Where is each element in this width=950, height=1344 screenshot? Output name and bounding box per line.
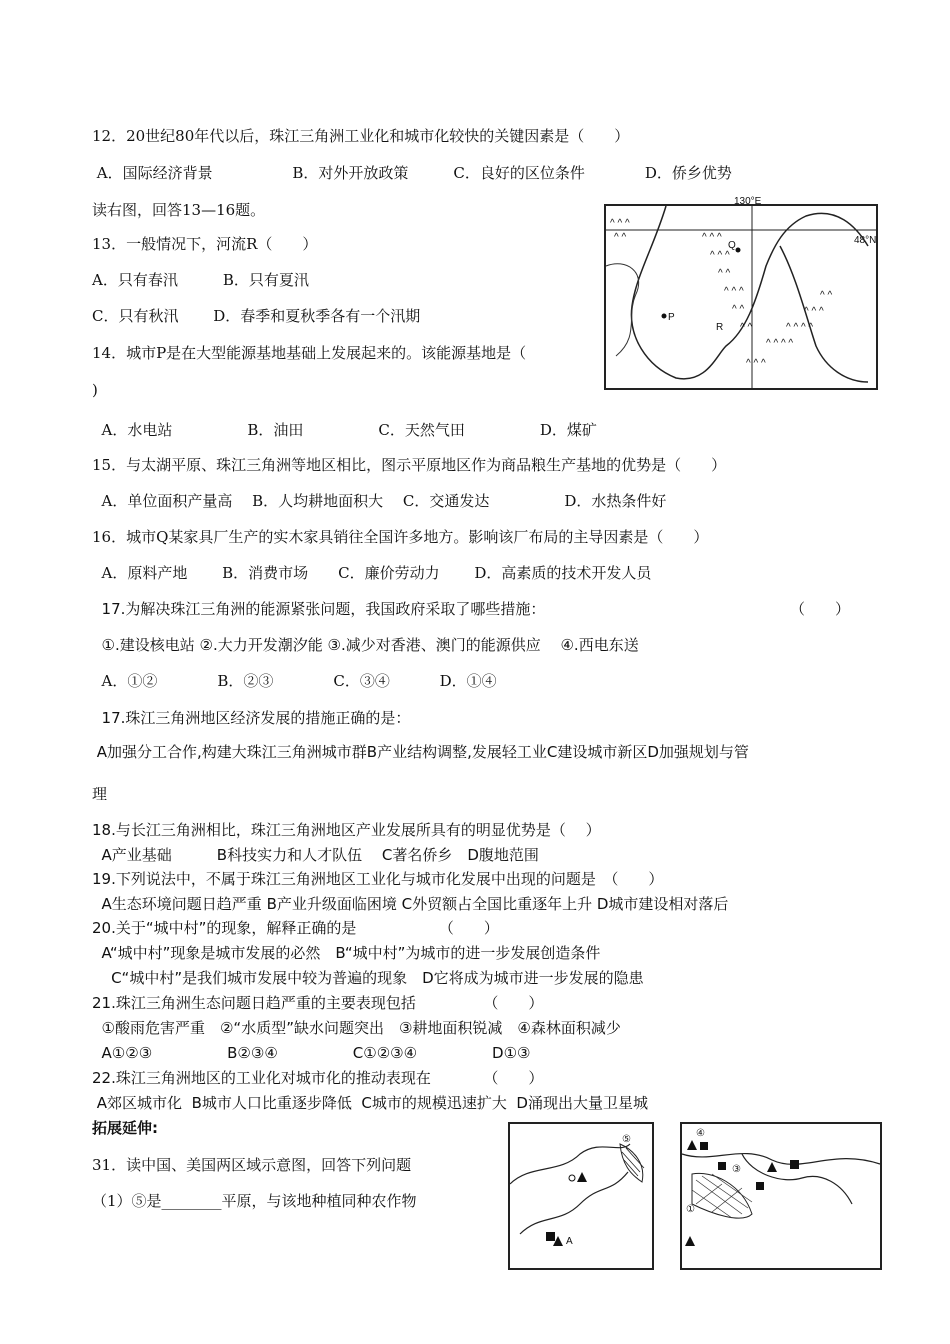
city-q-label: Q bbox=[728, 240, 736, 251]
map-instruction: 读右图，回答13—16题。 bbox=[92, 201, 266, 219]
q22-options: A郊区城市化 B城市人口比重逐步降低 C城市的规模迅速扩大 D涌现出大量卫星城 bbox=[92, 1094, 648, 1112]
q22-stem: 22.珠江三角洲地区的工业化对城市化的推动表现在 （ ） bbox=[92, 1069, 544, 1087]
boundary-line bbox=[606, 264, 639, 356]
q17a-items: ①.建设核电站 ②.大力开发潮汐能 ③.减少对香港、澳门的能源供应 ④.西电东送 bbox=[92, 636, 639, 654]
svg-text:^ ^ ^: ^ ^ ^ bbox=[724, 286, 744, 297]
triangle-marker bbox=[685, 1236, 695, 1246]
square-marker bbox=[790, 1160, 799, 1169]
square-marker bbox=[756, 1182, 764, 1190]
region-1-label: ① bbox=[686, 1204, 695, 1215]
city-q-marker bbox=[736, 248, 741, 253]
q20-options-cd: C“城中村”是我们城市发展中较为普遍的现象 D它将成为城市进一步发展的隐患 bbox=[92, 969, 644, 987]
marker-a-label: A bbox=[566, 1236, 573, 1247]
q13-options-ab: A．只有春汛 B．只有夏汛 bbox=[92, 271, 309, 289]
svg-text:^ ^ ^: ^ ^ ^ bbox=[610, 218, 630, 229]
q16-stem: 16．城市Q某家具厂生产的实木家具销往全国许多地方。影响该厂布局的主导因素是（ ） bbox=[92, 528, 709, 546]
q14-stem: 14．城市P是在大型能源基地基础上发展起来的。该能源基地是（ bbox=[92, 344, 527, 362]
coastline bbox=[520, 1172, 628, 1234]
q19-stem: 19.下列说法中，不属于珠江三角洲地区工业化与城市化发展中出现的问题是 （ ） bbox=[92, 870, 664, 888]
q17b-options-continued: 理 bbox=[92, 785, 108, 803]
q21-options: A①②③ B②③④ C①②③④ D①③ bbox=[92, 1044, 531, 1062]
triangle-marker bbox=[687, 1140, 697, 1150]
q17a-answer-paren: （ ） bbox=[790, 600, 851, 618]
svg-text:^ ^ ^: ^ ^ ^ bbox=[702, 232, 722, 243]
svg-text:^ ^: ^ ^ bbox=[718, 268, 731, 279]
square-marker bbox=[718, 1162, 726, 1170]
q20-options-ab: A“城中村”现象是城市发展的必然 B“城中村”为城市的进一步发展创造条件 bbox=[92, 944, 601, 962]
triangle-marker bbox=[767, 1162, 777, 1172]
region-3-label: ③ bbox=[732, 1164, 741, 1175]
q18-options: A产业基础 B科技实力和人才队伍 C著名侨乡 D腹地范围 bbox=[92, 846, 539, 864]
lakes-boundary bbox=[682, 1154, 880, 1165]
q17a-stem: 17.为解决珠江三角洲的能源紧张问题，我国政府采取了哪些措施： bbox=[92, 600, 546, 618]
q12-stem: 12．20世纪80年代以后，珠江三角洲工业化和城市化较快的关键因素是（ ） bbox=[92, 127, 630, 145]
q13-stem: 13．一般情况下，河流R（ ） bbox=[92, 235, 318, 253]
q21-items: ①酸雨危害严重 ②“水质型”缺水问题突出 ③耕地面积锐减 ④森林面积减少 bbox=[92, 1019, 621, 1037]
q14-options: A．水电站 B．油田 C．天然气田 D．煤矿 bbox=[92, 421, 597, 439]
svg-text:^ ^ ^ ^: ^ ^ ^ ^ bbox=[786, 322, 814, 333]
svg-text:^ ^: ^ ^ bbox=[732, 304, 745, 315]
q17a-options: A．①② B．②③ C．③④ D．①④ bbox=[92, 672, 497, 690]
svg-text:^ ^ ^: ^ ^ ^ bbox=[710, 250, 730, 261]
q14-stem-continued: ) bbox=[92, 381, 98, 399]
q19-options: A生态环境问题日趋严重 B产业升级面临困境 C外贸额占全国比重逐年上升 D城市建设相对落后 bbox=[92, 895, 729, 913]
q16-options: A．原料产地 B．消费市场 C．廉价劳动力 D．高素质的技术开发人员 bbox=[92, 564, 652, 582]
q17b-options: A加强分工合作,构建大珠江三角洲城市群B产业结构调整,发展轻工业C建设城市新区D加强规划与管 bbox=[92, 743, 749, 761]
q20-stem: 20.关于“城中村”的现象，解释正确的是 （ ） bbox=[92, 919, 499, 937]
svg-text:^ ^: ^ ^ bbox=[820, 290, 833, 301]
region-4-label: ④ bbox=[696, 1128, 705, 1139]
usa-region-map bbox=[680, 1122, 882, 1270]
river-line bbox=[631, 206, 868, 379]
region-5-label: ⑤ bbox=[622, 1134, 631, 1145]
river-r-label: R bbox=[716, 322, 724, 333]
square-marker bbox=[546, 1232, 555, 1241]
svg-text:^ ^: ^ ^ bbox=[740, 322, 753, 333]
square-marker bbox=[700, 1142, 708, 1150]
triangle-marker bbox=[577, 1172, 587, 1182]
q31-part1: （1）⑤是________平原，与该地种植同种农作物 bbox=[92, 1192, 417, 1210]
q12-options: A．国际经济背景 B．对外开放政策 C．良好的区位条件 D．侨乡优势 bbox=[92, 164, 732, 182]
longitude-label: 130°E bbox=[734, 196, 762, 207]
boundary-line bbox=[510, 1144, 630, 1184]
extension-heading: 拓展延伸: bbox=[92, 1119, 158, 1137]
svg-text:^ ^ ^: ^ ^ ^ bbox=[746, 358, 766, 369]
q13-options-cd: C．只有秋汛 D．春季和夏秋季各有一个汛期 bbox=[92, 307, 421, 325]
q17b-stem: 17.珠江三角洲地区经济发展的措施正确的是： bbox=[92, 709, 411, 727]
svg-text:^ ^ ^: ^ ^ ^ bbox=[804, 306, 824, 317]
q31-stem: 31．读中国、美国两区域示意图，回答下列问题 bbox=[92, 1156, 412, 1174]
q21-stem: 21.珠江三角洲生态问题日趋严重的主要表现包括 （ ） bbox=[92, 994, 544, 1012]
river-r-line bbox=[780, 246, 868, 382]
q18-stem: 18.与长江三角洲相比，珠江三角洲地区产业发展所具有的明显优势是（ ） bbox=[92, 821, 601, 839]
city-circle-marker bbox=[569, 1175, 575, 1181]
china-region-map bbox=[508, 1122, 654, 1270]
northeast-plain-map bbox=[604, 196, 878, 390]
latitude-label: 48°N bbox=[854, 235, 877, 246]
svg-text:^ ^ ^ ^: ^ ^ ^ ^ bbox=[766, 338, 794, 349]
q15-options: A．单位面积产量高 B．人均耕地面积大 C．交通发达 D．水热条件好 bbox=[92, 492, 667, 510]
city-p-label: P bbox=[668, 312, 675, 323]
q15-stem: 15．与太湖平原、珠江三角洲等地区相比，图示平原地区作为商品粮生产基地的优势是（ ） bbox=[92, 456, 727, 474]
svg-text:^ ^: ^ ^ bbox=[614, 232, 627, 243]
city-p-marker bbox=[662, 314, 667, 319]
